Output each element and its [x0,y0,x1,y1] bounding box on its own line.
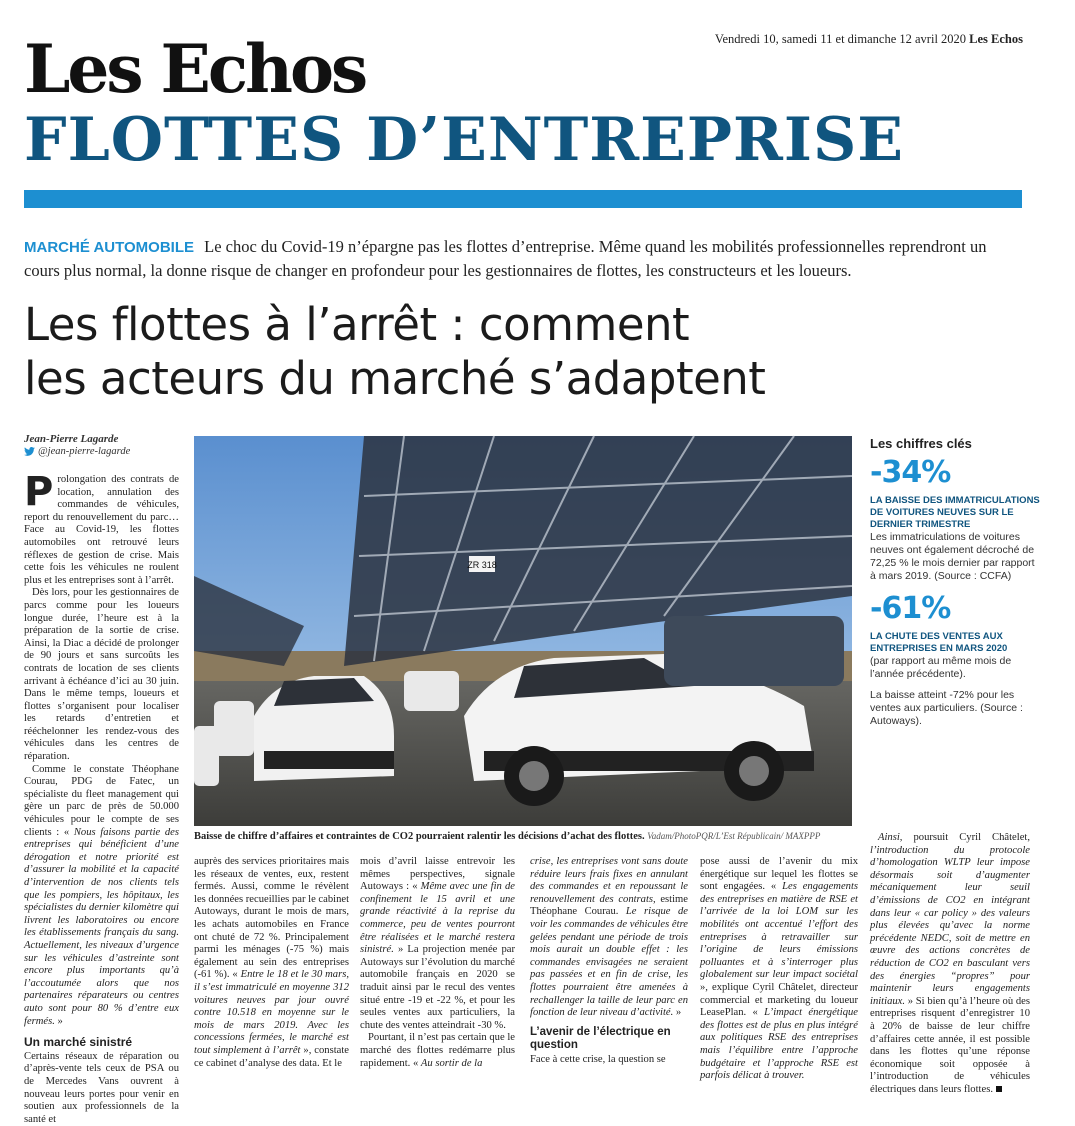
article-column-2 [194,856,349,1081]
article-column-5 [700,856,858,1081]
photo-credit: Vadam/PhotoPQR/L’Est Républicain/ MAXPPP [647,831,821,841]
figure-2-value: -61% [870,591,951,626]
paragraph: Certains réseaux de réparation ou d’après-vente tels ceux de PSA ou de Mercedes Vans ouvrent à nouveau leurs portes pour venir en soutien aux professionnels de la santé et [24,1050,179,1125]
twitter-handle: @jean-pierre-lagarde [38,446,131,457]
article-lead [24,235,1024,282]
dateline-date: Vendredi 10, samedi 11 et dimanche 12 avril 2020 [714,32,967,46]
author-name: Jean-Pierre Lagarde [24,433,119,445]
key-figures-title: Les chiffres clés [870,436,972,451]
author-twitter[interactable] [24,446,130,457]
photo-illustration [194,436,852,826]
dateline [715,32,1023,47]
brand-logo: Les Echos [24,30,366,108]
key-figures-box [870,436,1040,728]
section-title: FLOTTES D’ENTREPRISE [24,105,905,175]
subheading: L’avenir de l’électrique en question [530,1025,671,1051]
article-column-4 [530,856,688,1081]
paragraph: mois d’avril laisse entrevoir les mêmes perspectives, signale Autoways : « Même avec une fin de confinement le 15 avril et une grande réactivité à la reprise du commerce, peu de ventes pourront être réalisées et le marché restera sinistré. » La projection menée par Autoways sur l’évolution du marché automobile français en 2020 se traduit ainsi par le recul des ventes situé entre -19 et -22 %, et pour les seules ventes aux particuliers, la chute des ventes atteindrait -30 %. [360,856,515,1031]
figure-2-note: La baisse atteint -72% pour les ventes aux particuliers. (Source : Autoways). [870,689,1023,727]
lead-kicker: MARCHÉ AUTOMOBILE [24,239,194,256]
dateline-brand: Les Echos [969,32,1023,46]
article-column-3 [360,856,515,1081]
paragraph: Comme le constate Théophane Courau, PDG de Fatec, un spécialiste du fleet management qui gère un parc de près de 50.000 véhicules pour le compte de ses clients : « Nous faisons partie des entreprises qui bénéficient d’une dérogation et notre priorité est d’assurer la mobilité et la capacité d’intervention de nos clients tels que les pompiers, les hôpitaux, les spécialistes du dernier kilomètre qui livrent les laboratoires ou encore les établissements français du sang. Actuellement, les niveaux d’urgence sur les véhicules d’astreinte sont encore plus importants qu’à l’accoutumée alors que nos partenaires réparateurs ou centres auto sont pour 80 % d’entre eux fermés. » [24,763,179,1027]
paragraph: Pourtant, il n’est pas certain que le marché des flottes redémarre plus rapidement. « Au sortir de la [360,1032,515,1069]
headline-line-1: Les flottes à l’arrêt : comment [24,298,690,351]
parking-lot-photo [194,436,852,826]
end-of-article-mark [996,1086,1002,1092]
figure-1-label: LA BAISSE DES IMMATRICULATIONS DE VOITURES NEUVES SUR LE DERNIER TRIMESTRE [870,495,1040,530]
paragraph: crise, les entreprises vont sans doute réduire leurs frais fixes en annulant des commandes et en repoussant le renouvellement des contrats, estime Théophane Courau. Le risque de voir les commandes de véhicules être gelées pendant une période de trois mois aurait un double effet : les commandes envisagées ne seraient pas passées et en fin de crise, les flottes pourraient être amenées à rechallenger la taille de leur parc en fonction de leur niveau d’activité. » [530,856,688,1019]
subheading: Un marché sinistré [24,1035,133,1050]
drop-cap: P [24,469,54,515]
article-column-1: Prolongation des contrats de location, annulation des commandes de véhicules, report du renouvellement du parc… Face au Covid-19, les flottes automobiles ont retrouvé leurs réflexes de gestion de crise. Mais cette fois les véhicules ne roulent plus et les entreprises sont à l’arrêt. Dès lors, pour les gestionnaires de parcs comme pour les loueurs longue durée, l’heure est à la préparation de la sortie de crise. Ainsi, la Diac a décidé de prolonger de 90 jours et sans surcoûts les contrats de location de ses clients arrivant à échéance d’ici au 30 juin. Dans le même temps, loueurs et flottes s’organisent pour localiser les retards d’entretien et rééchelonner les rendez-vous des véhicules dans les centres de réparation. Comme le constate Théophane Courau, PDG de Fatec, un spécialiste du fleet management qui gère un parc de près de 50.000 véhicules pour le compte de ses clients : « Nous faisons partie des entreprises qui bénéficient d’une dérogation et notre priorité est d’assurer la mobilité et la capacité d’intervention de nos clients tels que les pompiers, les hôpitaux, les spécialistes du dernier kilomètre qui livrent les laboratoires ou encore les établissements français du sang. Actuellement, les niveaux d’urgence sur les véhicules d’astreinte sont encore plus importants qu’à l’accoutumée alors que nos partenaires réparateurs ou centres auto sont pour 80 % d’entre eux fermés. » Un marché sinistré Certains réseaux de réparation ou d’après-vente tels ceux de PSA ou de Mercedes Vans ouvrent à nouveau leurs portes pour venir en soutien aux professionnels de la santé et [24,469,179,1125]
figure-1-description: Les immatriculations de voitures neuves ont également décroché de 72,25 % le mois dernier par rapport à mars 2019. (Source : CCFA) [870,531,1035,582]
twitter-bird-icon [24,447,35,456]
photo-caption [194,830,852,843]
figure-2-label: LA CHUTE DES VENTES AUX ENTREPRISES EN MARS 2020 [870,631,1008,654]
article-column-6 [870,832,1030,1095]
paragraph: auprès des services prioritaires mais les réseaux de ventes, eux, restent fermés. Aussi, comme le révèlent les données recueillies par le cabinet Autoways, durant le mois de mars, les achats automobiles en France ont chuté de 72 %. Principalement parmi les ménages (-75 %) mais également au sein des entreprises (-61 %). « Entre le 18 et le 30 mars, il s’est immatriculé en moyenne 312 voitures neuves par jour ouvré contre 10.518 en moyenne sur le mois de mars 2019. Avec les concessions fermées, le marché est tout simplement à l’arrêt », constate ce cabinet d’analyse des data. Et le [194,856,350,1069]
caption-text: Baisse de chiffre d’affaires et contraintes de CO2 pourraient ralentir les décisions d’achat des flottes. [194,831,645,842]
lead-text: Le choc du Covid-19 n’épargne pas les flottes d’entreprise. Même quand les mobilités professionnelles reprendront un cours plus normal, la donne risque de changer en profondeur pour les gestionnaires de flottes, les constructeurs et les loueurs. [24,237,987,280]
parking-sign: ZR 318 [467,560,497,570]
headline-line-2: les acteurs du marché s’adaptent [24,352,766,405]
figure-1-value: -34% [870,455,951,490]
paragraph: pose aussi de l’avenir du mix énergétique sur lequel les flottes se sont engagées. « Les engagements des entreprises en matière de RSE et l’arrivée de la loi LOM sur les mobilités ont accentué l’effort des entreprises à retravailler sur l’origine de leurs émissions polluantes et à s’interroger plus globalement sur leur impact sociétal », explique Cyril Châtelet, directeur commercial et marketing du loueur LeasePlan. « L’impact énergétique des flottes est de plus en plus intégré aux politiques RSE des entreprises mais l’équilibre entre l’approche budgétaire et l’approche RSE est parfois délicat à trouver. [700,856,859,1082]
paragraph: Face à cette crise, la question se [530,1053,666,1065]
section-rule [24,190,1022,208]
article-headline [24,298,1024,406]
paragraph: Ainsi, poursuit Cyril Châtelet, l’introduction du protocole d’homologation WLTP leur impose désormais soit d’augmenter mécaniquement leur seuil d’émissions de CO2 en intégrant dans leur « car policy » des valeurs plus élevées qu’avec la norme précédente NEDC, soit de mettre en œuvre des actions concrètes de réduction de CO2 en basculant vers des énergies “propres” pour maintenir leurs engagements initiaux. » Si bien qu’à l’heure où des entreprises risquent d’enregistrer 10 à 20% de baisse de leur chiffre d’affaires cette année, il est possible dans les flottes qu’une réponse économique soit opposée à l’introduction de véhicules électriques dans leurs flottes. [870,832,1030,1095]
figure-2-description: (par rapport au même mois de l’année précédente). [870,655,1012,680]
paragraph: Dès lors, pour les gestionnaires de parcs comme pour les loueurs longue durée, l’heure est à la préparation de la sortie de crise. Ainsi, la Diac a décidé de prolonger de 90 jours et sans surcoûts les contrats de location de ses clients arrivant à échéance d’ici au 30 juin. Dans le même temps, loueurs et flottes s’organisent pour localiser les retards d’entretien et rééchelonner les rendez-vous des véhicules dans les centres de réparation. [24,587,179,763]
